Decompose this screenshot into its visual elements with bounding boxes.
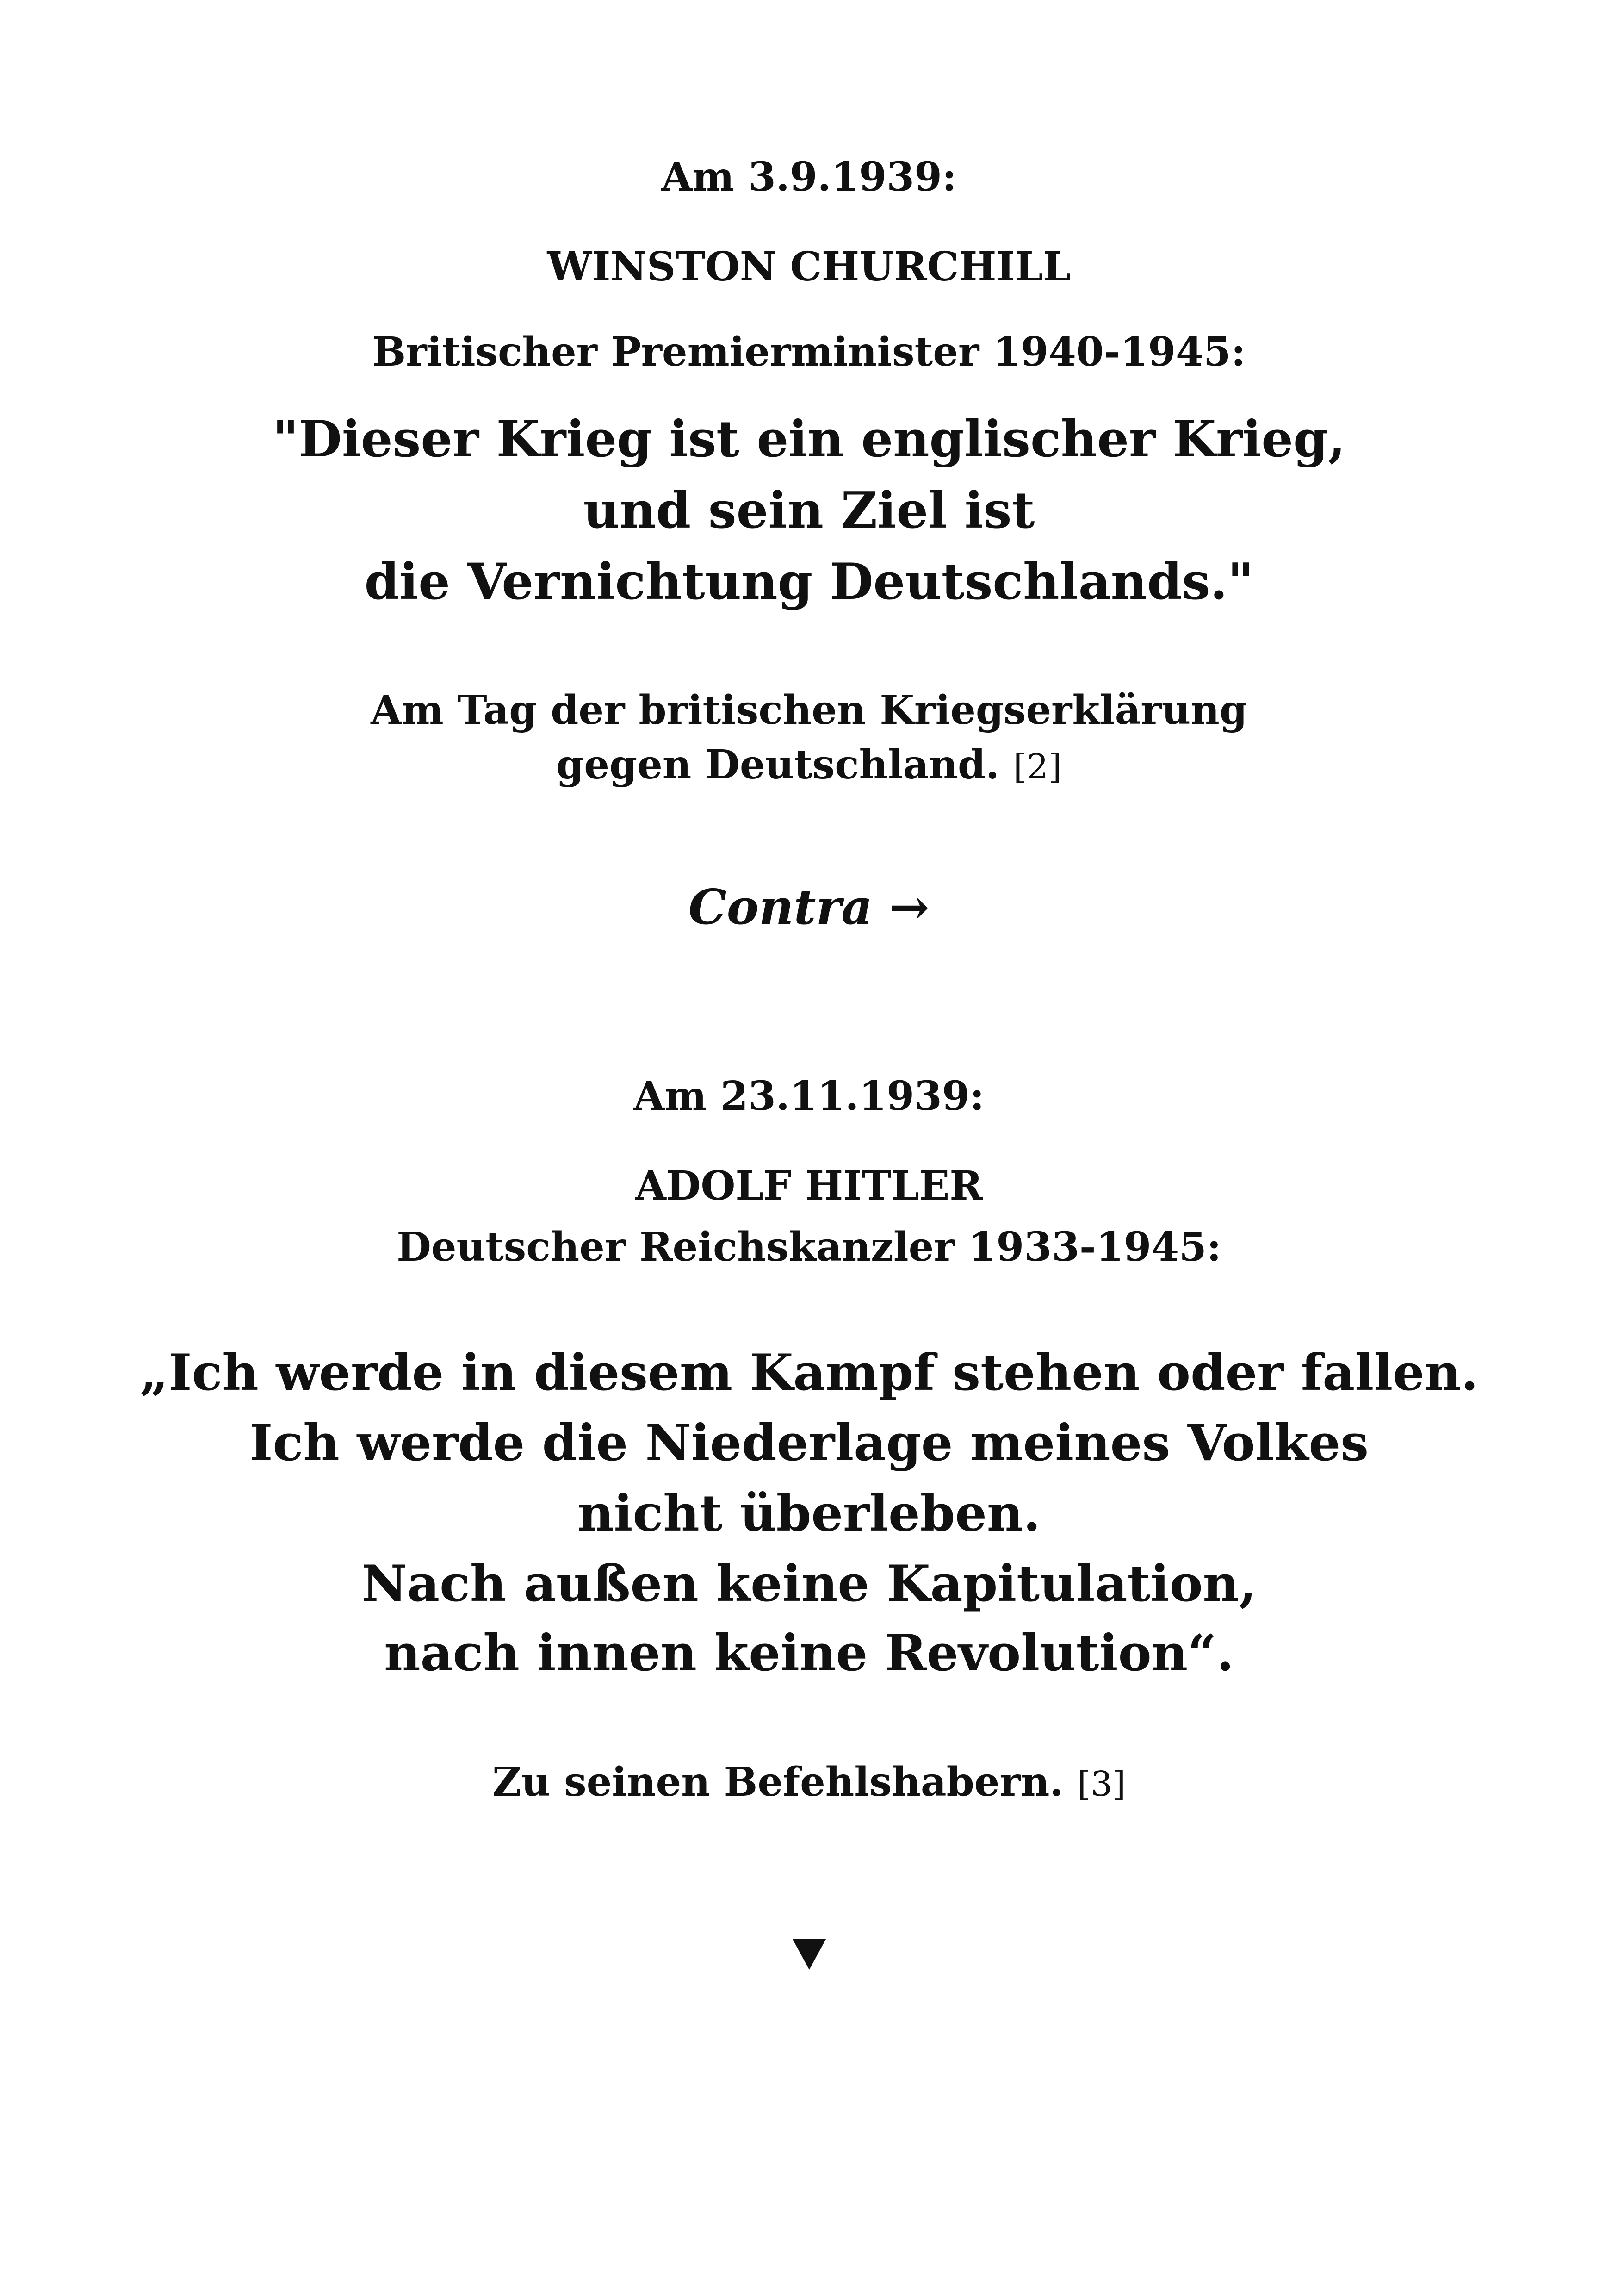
hitler-context-text: Zu seinen Befehlshabern. [492,1759,1064,1805]
hitler-date: Am 23.11.1939: [633,1073,985,1120]
hitler-quote-line-5: nach innen keine Revolution“. [384,1624,1234,1682]
hitler-quote-line-2: Ich werde die Niederlage meines Volkes [249,1414,1369,1472]
hitler-name: ADOLF HITLER [635,1163,983,1209]
hitler-reference: [3] [1077,1764,1126,1804]
down-triangle-icon [793,1939,826,1970]
hitler-quote-line-1: „Ich werde in diesem Kampf stehen oder fallen. [139,1344,1479,1402]
churchill-date: Am 3.9.1939: [661,154,957,200]
churchill-context-line-2 [0,741,1618,788]
churchill-quote-line-1: "Dieser Krieg ist ein englischer Krieg, [272,410,1346,468]
hitler-role: Deutscher Reichskanzler 1933-1945: [397,1224,1221,1270]
hitler-quote-line-3: nicht überleben. [577,1484,1041,1543]
churchill-reference: [2] [1013,747,1062,787]
churchill-context-line-1: Am Tag der britischen Kriegserklärung [371,687,1247,734]
churchill-quote-line-3: die Vernichtung Deutschlands." [364,553,1254,611]
churchill-name: WINSTON CHURCHILL [547,243,1071,290]
hitler-context-line [0,1759,1618,1805]
contra-separator: Contra → [688,878,930,935]
churchill-quote-line-2: und sein Ziel ist [583,481,1035,540]
hitler-quote-line-4: Nach außen keine Kapitulation, [361,1555,1257,1613]
churchill-role: Britischer Premierminister 1940-1945: [372,329,1246,375]
churchill-context-text: gegen Deutschland. [556,741,1000,788]
